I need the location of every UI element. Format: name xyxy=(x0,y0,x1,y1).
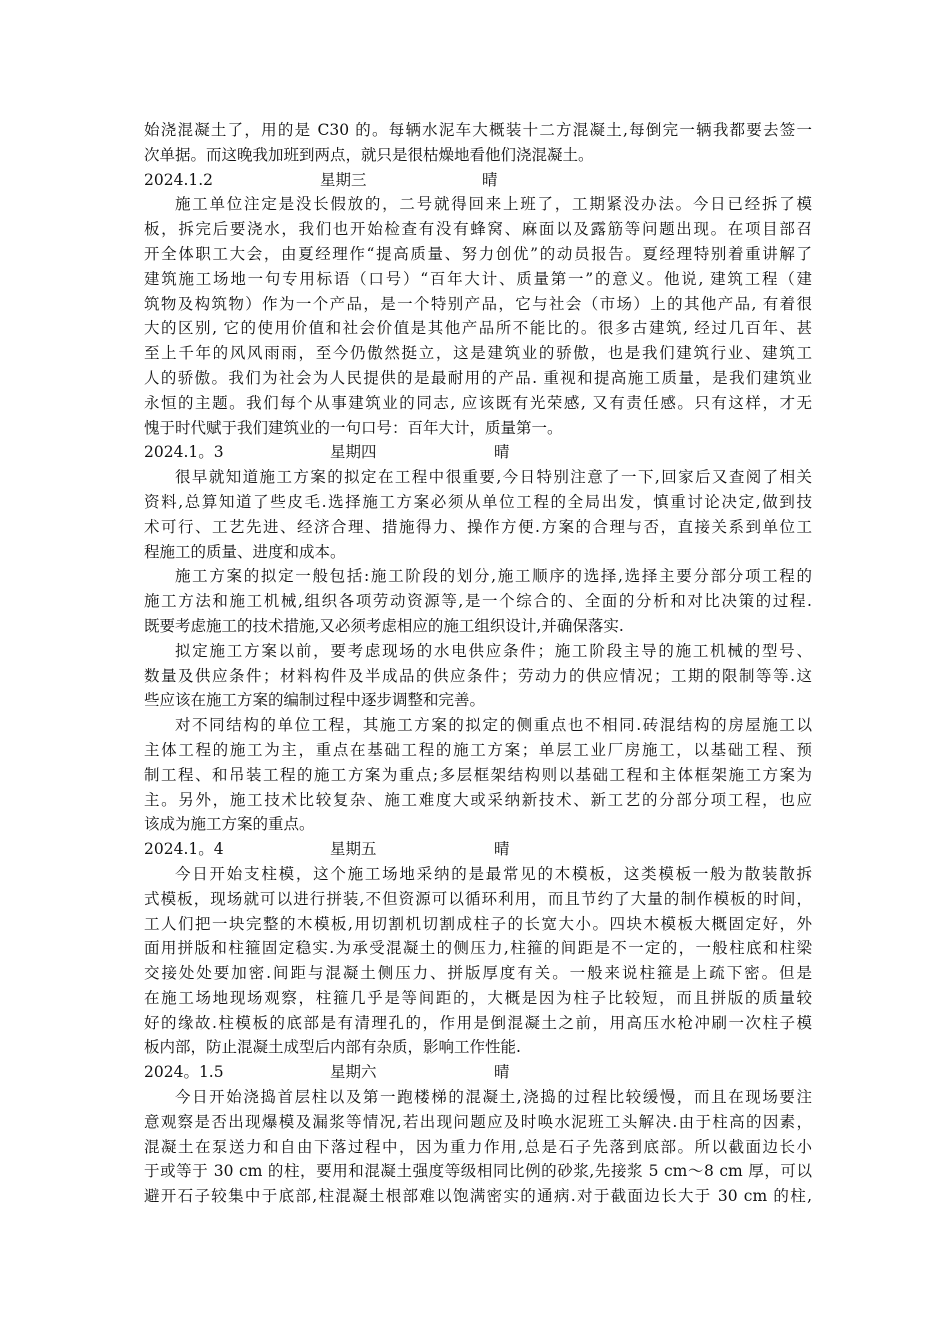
entry-date: 2024.1.2 xyxy=(144,170,214,189)
text-line: 板，拆完后要浇水，我们也开始检查有没有蜂窝、麻面以及露筋等问题出现。在项目部召 xyxy=(144,220,812,239)
text-line: 拟定施工方案以前，要考虑现场的水电供应条件；施工阶段主导的施工机械的型号、 xyxy=(175,641,812,660)
text-line: 意观察是否出现爆模及漏浆等情况,若出现问题应及时唤水泥班工头解决.由于柱高的因素， xyxy=(144,1112,812,1131)
paragraph xyxy=(144,862,812,1060)
text-line: 至上千年的风风雨雨，至今仍傲然挺立，这是建筑业的骄傲，也是我们建筑行业、建筑工 xyxy=(144,344,812,363)
text-line: 大的区别, 它的使用价值和社会价值是其他产品所不能比的。很多古建筑, 经过几百年、甚 xyxy=(144,319,812,338)
paragraph xyxy=(144,1085,812,1209)
entry-weekday: 星期六 xyxy=(330,1063,377,1082)
text-line: 资料,总算知道了些皮毛.选择施工方案必须从单位工程的全局出发，慎重讨论决定,做到技 xyxy=(144,492,812,511)
text-line: 面用拼版和柱箍固定稳实.为承受混凝土的侧压力,柱箍的间距是不一定的，一般柱底和柱梁 xyxy=(144,939,812,958)
text-line: 人的骄傲。我们为社会为人民提供的是最耐用的产品. 重视和提高施工质量，是我们建筑业 xyxy=(144,368,812,387)
text-line: 建筑施工场地一句专用标语（口号）“百年大计、质量第一”的意义。他说, 建筑工程（建 xyxy=(144,269,812,288)
diary-date-header xyxy=(144,168,812,193)
text-line: 该成为施工方案的重点。 xyxy=(144,815,315,834)
text-line: 施工单位注定是没长假放的，二号就得回来上班了，工期紧没办法。今日已经拆了模 xyxy=(175,195,812,214)
paragraph xyxy=(144,118,812,168)
text-line: 筑物及构筑物）作为一个产品，是一个特别产品，它与社会（市场）上的其他产品, 有着很 xyxy=(144,294,812,313)
entry-weather: 晴 xyxy=(482,170,498,189)
diary-date-header xyxy=(144,837,812,862)
text-line: 工人们把一块完整的木模板,用切割机切割成柱子的长宽大小。四块木模板大概固定好，外 xyxy=(144,914,812,933)
diary-date-header xyxy=(144,1060,812,1085)
entry-date: 2024。1.5 xyxy=(144,1063,224,1082)
text-line: 数量及供应条件；材料构件及半成品的供应条件；劳动力的供应情况；工期的限制等等.这 xyxy=(144,666,812,685)
text-line: 次单据。而这晚我加班到两点，就只是很枯燥地看他们浇混凝土。 xyxy=(144,145,594,164)
document-page xyxy=(144,118,812,1209)
paragraph xyxy=(144,639,812,713)
text-line: 混凝土在泵送力和自由下落过程中，因为重力作用,总是石子先落到底部。所以截面边长小 xyxy=(144,1137,812,1156)
text-line: 开全体职工大会，由夏经理作“提高质量、努力创优”的动员报告。夏经理特别着重讲解了 xyxy=(144,244,812,263)
diary-date-header xyxy=(144,440,812,465)
text-line: 愧于时代赋于我们建筑业的一句口号：百年大计，质量第一。 xyxy=(144,418,563,437)
text-line: 永恒的主题。我们每个从事建筑业的同志, 应该既有光荣感, 又有责任感。只有这样，才无 xyxy=(144,393,812,412)
entry-date: 2024.1。3 xyxy=(144,443,224,462)
text-line: 很早就知道施工方案的拟定在工程中很重要,今日特别注意了一下,回家后又查阅了相关 xyxy=(175,468,812,487)
text-line: 交接处处要加密.间距与混凝土侧压力、拼版厚度有关。一般来说柱箍是上疏下密。但是 xyxy=(144,964,812,983)
text-line: 制工程、和吊装工程的施工方案为重点;多层框架结构则以基础工程和主体框架施工方案为 xyxy=(144,765,812,784)
text-line: 主体工程的施工为主，重点在基础工程的施工方案；单层工业厂房施工，以基础工程、预 xyxy=(144,740,812,759)
entry-weekday: 星期五 xyxy=(330,840,377,859)
entry-weather: 晴 xyxy=(494,443,510,462)
text-line: 对不同结构的单位工程，其施工方案的拟定的侧重点也不相同.砖混结构的房屋施工以 xyxy=(175,716,812,735)
text-line: 始浇混凝土了，用的是 C30 的。每辆水泥车大概装十二方混凝土,每倒完一辆我都要去签一 xyxy=(144,121,812,139)
entry-weather: 晴 xyxy=(494,1063,510,1082)
text-line: 板内部，防止混凝土成型后内部有杂质，影响工作性能. xyxy=(144,1038,521,1057)
text-line: 今日开始支柱模，这个施工场地采纳的是最常见的木模板，这类模板一般为散装散拆 xyxy=(175,864,812,883)
text-line: 既要考虑施工的技术措施,又必须考虑相应的施工组织设计,并确保落实. xyxy=(144,616,624,635)
text-line: 避开石子较集中于底部,柱混凝土根部难以饱满密实的通病.对于截面边长大于 30 cm 的柱, xyxy=(144,1187,812,1206)
text-line: 些应该在施工方案的编制过程中逐步调整和完善。 xyxy=(144,691,486,710)
paragraph xyxy=(144,465,812,564)
entry-date: 2024.1。4 xyxy=(144,840,224,859)
entry-weekday: 星期三 xyxy=(320,170,367,189)
text-line: 好的缘故.柱模板的底部是有清理孔的，作用是倒混凝土之前，用高压水枪冲刷一次柱子模 xyxy=(144,1013,812,1032)
text-line: 于或等于 30 cm 的柱，要用和混凝土强度等级相同比例的砂浆,先接浆 5 cm～8 cm 厚，可以 xyxy=(144,1162,812,1181)
text-line: 主。另外，施工技术比较复杂、施工难度大或采纳新技术、新工艺的分部分项工程，也应 xyxy=(144,790,812,809)
entry-weekday: 星期四 xyxy=(330,443,377,462)
text-line: 施工方法和施工机械,组织各项劳动资源等,是一个综合的、全面的分析和对比决策的过程. xyxy=(144,592,812,611)
paragraph xyxy=(144,564,812,638)
paragraph xyxy=(144,713,812,837)
text-line: 术可行、工艺先进、经济合理、措施得力、操作方便.方案的合理与否，直接关系到单位工 xyxy=(144,517,812,536)
text-line: 今日开始浇捣首层柱以及第一跑楼梯的混凝土,浇捣的过程比较缓慢，而且在现场要注 xyxy=(175,1088,812,1107)
text-line: 程施工的质量、进度和成本。 xyxy=(144,542,346,561)
text-line: 式模板，现场就可以进行拼装,不但资源可以循环利用，而且节约了大量的制作模板的时间， xyxy=(144,889,812,908)
text-line: 施工方案的拟定一般包括:施工阶段的划分,施工顺序的选择,选择主要分部分项工程的 xyxy=(175,567,812,586)
text-line: 在施工场地现场观察，柱箍几乎是等间距的，大概是因为柱子比较短，而且拼版的质量较 xyxy=(144,988,812,1007)
paragraph xyxy=(144,192,812,440)
entry-weather: 晴 xyxy=(494,840,510,859)
